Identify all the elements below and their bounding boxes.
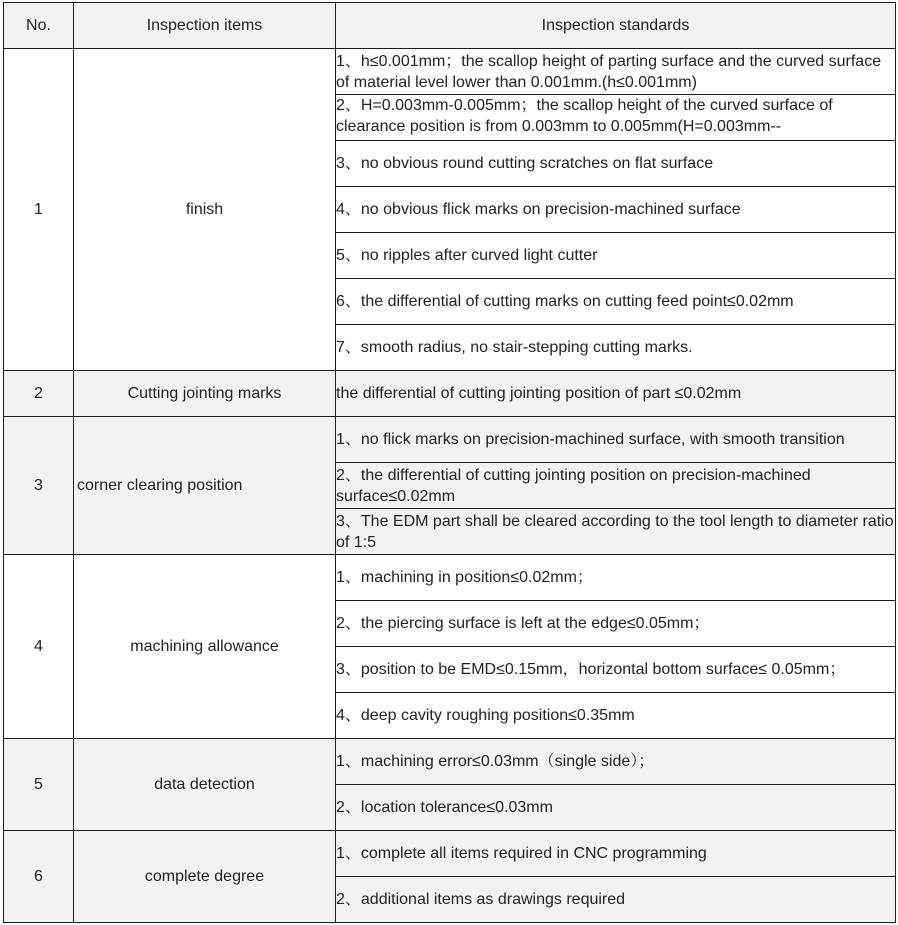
group-4-standard-2: 2、the piercing surface is left at the edge≤0.05mm； xyxy=(336,601,896,647)
header-row xyxy=(4,3,896,49)
header-items: Inspection items xyxy=(74,3,336,49)
group-1-no: 1 xyxy=(4,49,74,371)
group-3-standard-3: 3、The EDM part shall be cleared according to the tool length to diameter ratio of 1:5 xyxy=(336,509,896,555)
group-1-standard-3: 3、no obvious round cutting scratches on flat surface xyxy=(336,141,896,187)
table-row xyxy=(4,555,896,601)
group-1-standard-7: 7、smooth radius, no stair-stepping cutting marks. xyxy=(336,325,896,371)
group-3-no: 3 xyxy=(4,417,74,555)
group-5-no: 5 xyxy=(4,739,74,831)
group-1-standard-5: 5、no ripples after curved light cutter xyxy=(336,233,896,279)
group-5-standard-2: 2、location tolerance≤0.03mm xyxy=(336,785,896,831)
table-row xyxy=(4,417,896,463)
group-4-item: machining allowance xyxy=(74,555,336,739)
group-6-standard-2: 2、additional items as drawings required xyxy=(336,877,896,923)
group-4-standard-4: 4、deep cavity roughing position≤0.35mm xyxy=(336,693,896,739)
group-2-item: Cutting jointing marks xyxy=(74,371,336,417)
group-2-no: 2 xyxy=(4,371,74,417)
inspection-table xyxy=(3,2,896,923)
group-1-standard-1: 1、h≤0.001mm；the scallop height of parting surface and the curved surface of material level lower than 0.001mm.(h≤0.001mm) xyxy=(336,49,896,95)
group-1-standard-4: 4、no obvious flick marks on precision-machined surface xyxy=(336,187,896,233)
group-3-item: corner clearing position xyxy=(74,417,336,555)
group-6-item: complete degree xyxy=(74,831,336,923)
header-standards: Inspection standards xyxy=(336,3,896,49)
group-4-no: 4 xyxy=(4,555,74,739)
group-3-standard-2: 2、the differential of cutting jointing position on precision-machined surface≤0.02mm xyxy=(336,463,896,509)
table-row xyxy=(4,831,896,877)
group-1-item: finish xyxy=(74,49,336,371)
table-row xyxy=(4,371,896,417)
group-6-no: 6 xyxy=(4,831,74,923)
table-row xyxy=(4,739,896,785)
group-4-standard-3: 3、position to be EMD≤0.15mm，horizontal bottom surface≤ 0.05mm； xyxy=(336,647,896,693)
group-3-standard-1: 1、no flick marks on precision-machined surface, with smooth transition xyxy=(336,417,896,463)
header-no: No. xyxy=(4,3,74,49)
group-2-standard-1: the differential of cutting jointing position of part ≤0.02mm xyxy=(336,371,896,417)
group-6-standard-1: 1、complete all items required in CNC programming xyxy=(336,831,896,877)
table-row xyxy=(4,49,896,95)
group-1-standard-2 xyxy=(336,95,896,141)
group-5-standard-1: 1、machining error≤0.03mm（single side）； xyxy=(336,739,896,785)
group-5-item: data detection xyxy=(74,739,336,831)
group-4-standard-1: 1、machining in position≤0.02mm； xyxy=(336,555,896,601)
group-1-standard-2-text: 2、H=0.003mm-0.005mm；the scallop height of the curved surface of clearance position is from 0.003mm to 0.005mm(H=0.003mm-- xyxy=(336,97,833,135)
group-1-standard-6: 6、the differential of cutting marks on cutting feed point≤0.02mm xyxy=(336,279,896,325)
